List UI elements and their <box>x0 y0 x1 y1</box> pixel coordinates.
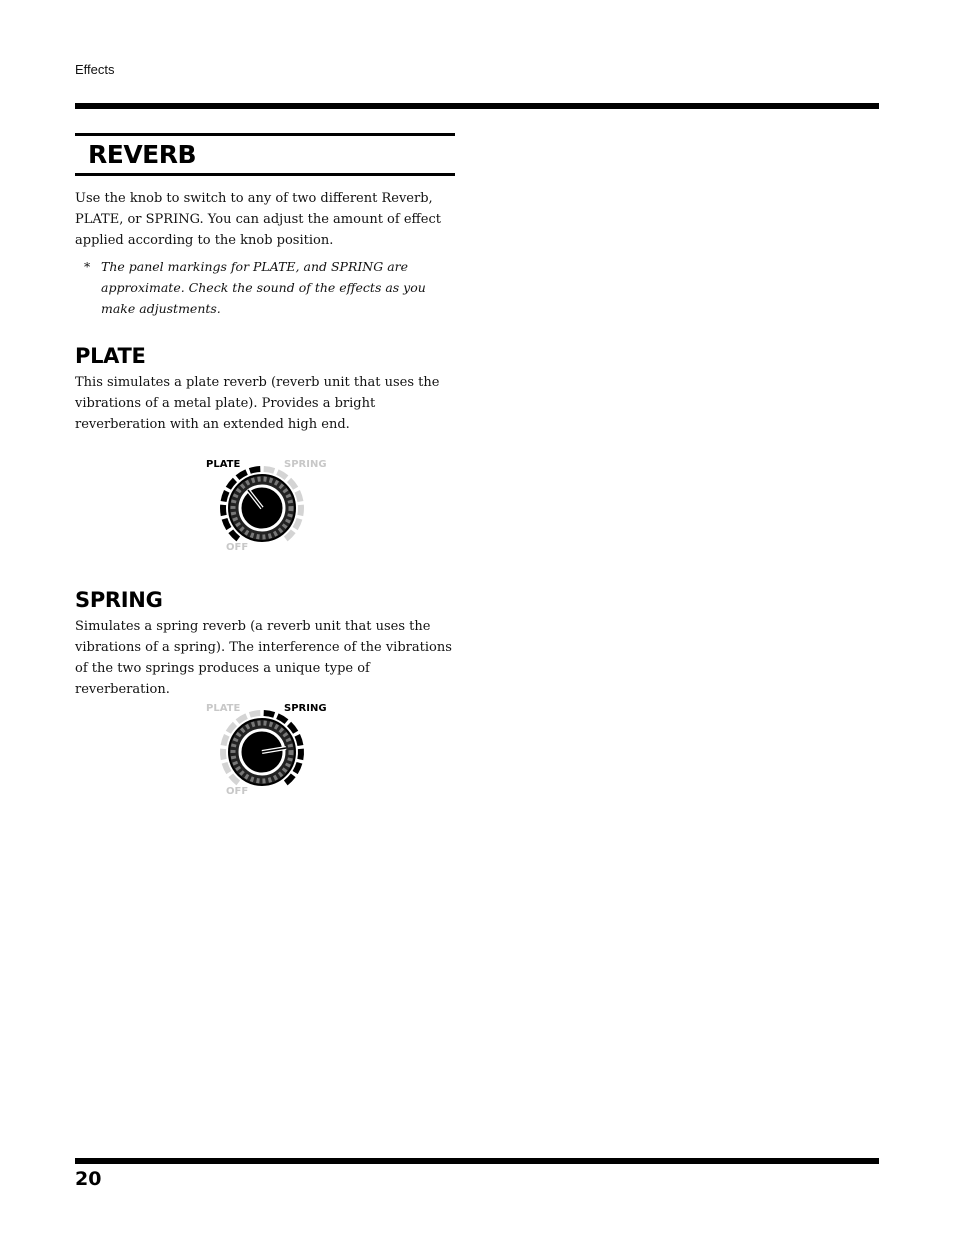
knob-range-segment <box>295 490 304 502</box>
knob-label-off: OFF <box>226 786 249 797</box>
section-title: REVERB <box>88 140 197 169</box>
section-title-box <box>75 133 455 176</box>
knob-range-segment <box>221 490 230 502</box>
spring-heading: SPRING <box>75 588 163 612</box>
knob-label-spring: SPRING <box>284 459 327 470</box>
knob-range-segment <box>264 466 276 474</box>
knob-label-off: OFF <box>226 542 249 553</box>
knob-label-plate: PLATE <box>206 459 241 470</box>
bottom-rule <box>75 1158 879 1164</box>
page-number: 20 <box>75 1168 102 1190</box>
plate-knob-diagram <box>200 452 330 556</box>
note-mark: * <box>84 259 91 274</box>
knob-range-segment <box>297 749 304 760</box>
knob-range-segment <box>220 505 227 516</box>
plate-heading: PLATE <box>75 344 146 368</box>
note-text: The panel markings for PLATE, and SPRING are approximate. Check the sound of the effects as you make adjustments. <box>101 259 426 316</box>
spring-knob-diagram <box>200 696 330 800</box>
knob-range-segment <box>222 518 232 530</box>
knob-range-segment <box>222 762 232 774</box>
knob-range-segment <box>249 466 261 474</box>
top-rule <box>75 103 879 109</box>
knob-range-segment <box>221 734 230 746</box>
knob-range-segment <box>293 518 303 530</box>
knob-range-segment <box>264 710 276 718</box>
knob-range-segment <box>297 505 304 516</box>
running-head: Effects <box>75 62 115 77</box>
knob-range-segment <box>293 762 303 774</box>
knob-range-segment <box>249 710 261 718</box>
knob-label-plate: PLATE <box>206 703 241 714</box>
knob-range-segment <box>295 734 304 746</box>
spring-body: Simulates a spring reverb (a reverb unit that uses the vibrations of a spring). The interference of the vibrations of the two springs produces a unique type of reverberation. <box>75 619 452 697</box>
knob-range-segment <box>220 749 227 760</box>
plate-body: This simulates a plate reverb (reverb unit that uses the vibrations of a metal plate). Provides a bright reverberation with an extended high end. <box>75 375 440 432</box>
knob-label-spring: SPRING <box>284 703 327 714</box>
section-intro: Use the knob to switch to any of two different Reverb, PLATE, or SPRING. You can adjust the amount of effect applied according to the knob position. <box>75 191 441 248</box>
